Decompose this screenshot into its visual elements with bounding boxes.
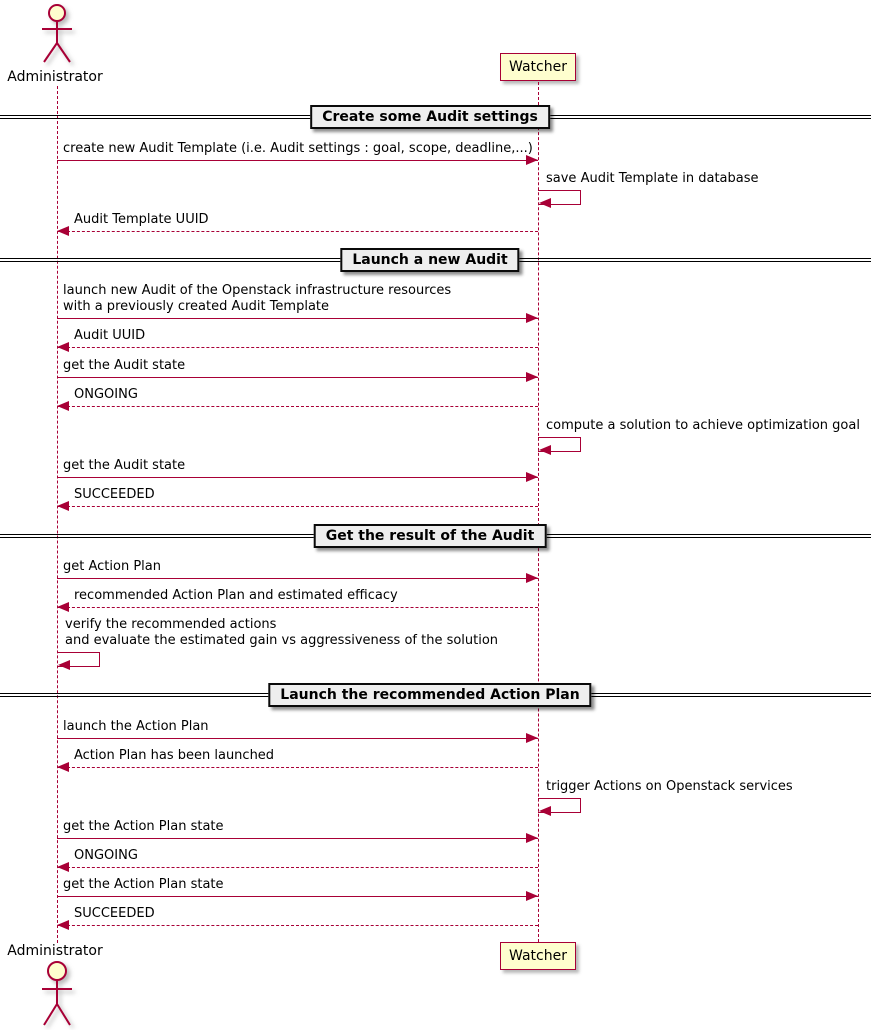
participant-label-administrator-top: Administrator <box>7 69 103 85</box>
message-arrowhead <box>57 342 69 352</box>
message-label: get the Action Plan state <box>63 877 224 892</box>
message-arrowhead <box>57 501 69 511</box>
message-label: get the Audit state <box>63 458 186 473</box>
message-arrowhead <box>57 920 69 930</box>
message-label: ONGOING <box>74 387 138 402</box>
message-line <box>57 578 538 579</box>
message-label: SUCCEEDED <box>74 487 155 502</box>
message-label: get the Action Plan state <box>63 819 224 834</box>
divider-label: Get the result of the Audit <box>314 524 547 548</box>
message-arrowhead <box>57 602 69 612</box>
message-line <box>57 896 538 897</box>
message-label: with a previously created Audit Template <box>63 299 330 314</box>
participant-box-watcher-top: Watcher <box>500 53 576 81</box>
message-line <box>57 477 538 478</box>
message-label: recommended Action Plan and estimated efficacy <box>74 588 398 603</box>
message-label: Action Plan has been launched <box>74 748 275 763</box>
self-message-arrowhead <box>58 660 70 670</box>
message-arrowhead <box>526 372 538 382</box>
message-line <box>57 377 538 378</box>
message-label: get the Audit state <box>63 358 186 373</box>
message-label: create new Audit Template (i.e. Audit settings : goal, scope, deadline,...) <box>63 141 533 156</box>
self-message-label: compute a solution to achieve optimization goal <box>546 418 860 433</box>
self-message-label: trigger Actions on Openstack services <box>546 779 793 794</box>
self-message-label: verify the recommended actions <box>65 617 277 632</box>
message-arrowhead <box>57 762 69 772</box>
message-line <box>57 506 538 507</box>
message-arrowhead <box>526 891 538 901</box>
message-arrowhead <box>526 313 538 323</box>
message-line <box>57 767 538 768</box>
message-line <box>57 160 538 161</box>
message-arrowhead <box>526 573 538 583</box>
message-label: Audit Template UUID <box>74 212 209 227</box>
message-line <box>57 406 538 407</box>
message-label: launch new Audit of the Openstack infrastructure resources <box>63 283 452 298</box>
message-label: ONGOING <box>74 848 138 863</box>
self-message-arrowhead <box>539 806 551 816</box>
divider-label: Launch a new Audit <box>340 248 519 272</box>
self-message-arrowhead <box>539 198 551 208</box>
message-arrowhead <box>526 833 538 843</box>
message-line <box>57 607 538 608</box>
self-message-label: save Audit Template in database <box>546 171 759 186</box>
message-line <box>57 925 538 926</box>
message-arrowhead <box>526 472 538 482</box>
divider-label: Launch the recommended Action Plan <box>268 683 591 707</box>
message-line <box>57 318 538 319</box>
message-arrowhead <box>57 226 69 236</box>
self-message-label: and evaluate the estimated gain vs aggressiveness of the solution <box>65 633 499 648</box>
message-line <box>57 738 538 739</box>
message-line <box>57 838 538 839</box>
message-line <box>57 347 538 348</box>
message-arrowhead <box>57 401 69 411</box>
message-label: SUCCEEDED <box>74 906 155 921</box>
message-arrowhead <box>526 733 538 743</box>
self-message-arrowhead <box>539 445 551 455</box>
divider-label: Create some Audit settings <box>310 105 550 129</box>
message-line <box>57 867 538 868</box>
actor-icon <box>35 960 79 1028</box>
message-line <box>57 231 538 232</box>
message-label: get Action Plan <box>63 559 161 574</box>
message-label: Audit UUID <box>74 328 146 343</box>
message-arrowhead <box>57 862 69 872</box>
participant-box-watcher-bottom: Watcher <box>500 942 576 970</box>
message-label: launch the Action Plan <box>63 719 209 734</box>
participant-label-administrator-bottom: Administrator <box>7 943 103 959</box>
